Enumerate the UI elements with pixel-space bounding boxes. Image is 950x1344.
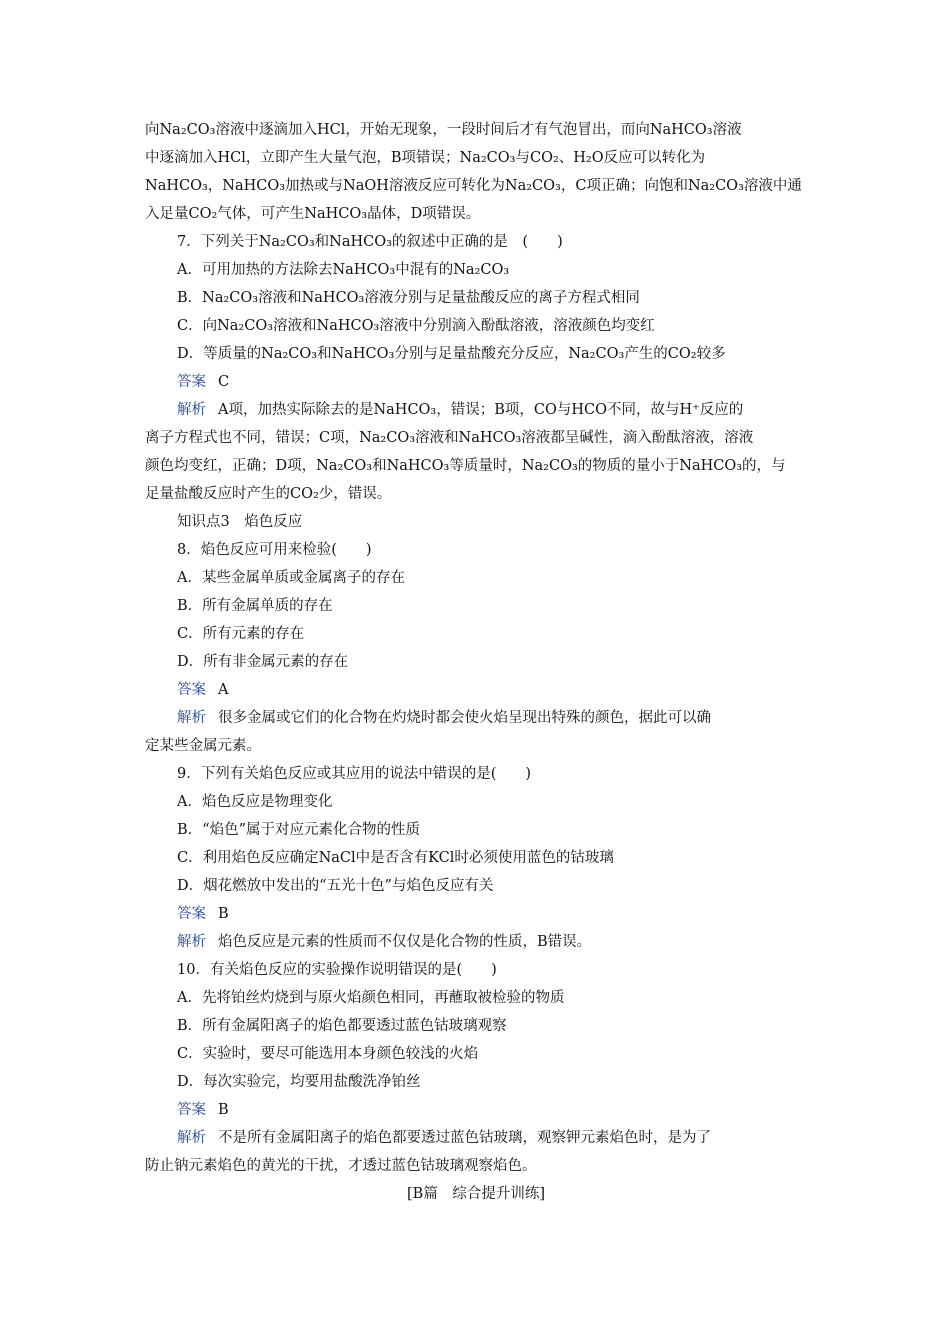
analysis-text: 焰色反应是元素的性质而不仅仅是化合物的性质，B错误。 [218, 934, 592, 950]
analysis-text: 不是所有金属阳离子的焰色都要透过蓝色钴玻璃，观察钾元素焰色时，是为了 [218, 1130, 711, 1146]
option-b: B．所有金属单质的存在 [177, 598, 333, 614]
analysis-line [177, 932, 807, 952]
option-c: C．所有元素的存在 [177, 626, 305, 642]
question-8-stem: 8．焰色反应可用来检验( ) [177, 542, 372, 558]
option-a: A．焰色反应是物理变化 [177, 794, 333, 810]
option-b: B．“焰色”属于对应元素化合物的性质 [177, 822, 420, 838]
analysis-label: 解析 [177, 402, 206, 418]
text-line: 定某些金属元素。 [145, 738, 261, 754]
analysis-label: 解析 [177, 1130, 206, 1146]
section-heading: 知识点3 焰色反应 [177, 514, 303, 530]
answer-line [177, 904, 807, 924]
option-a: A．先将铂丝灼烧到与原火焰颜色相同，再蘸取被检验的物质 [177, 990, 565, 1006]
analysis-label: 解析 [177, 710, 206, 726]
option-c: C．向Na₂CO₃溶液和NaHCO₃溶液中分别滴入酚酞溶液，溶液颜色均变红 [177, 318, 655, 334]
option-d: D．所有非金属元素的存在 [177, 654, 349, 670]
option-a: A．可用加热的方法除去NaHCO₃中混有的Na₂CO₃ [177, 262, 510, 278]
option-d: D．烟花燃放中发出的“五光十色”与焰色反应有关 [177, 878, 494, 894]
answer-value: B [218, 1102, 229, 1118]
text-line: 向Na₂CO₃溶液中逐滴加入HCl，开始无现象，一段时间后才有气泡冒出，而向NaHCO₃溶液 [145, 122, 742, 138]
option-d: D．等质量的Na₂CO₃和NaHCO₃分别与足量盐酸充分反应，Na₂CO₃产生的CO₂较多 [177, 346, 726, 362]
answer-label: 答案 [177, 374, 206, 390]
text-line: 足量盐酸反应时产生的CO₂少，错误。 [145, 486, 392, 502]
text-line: 中逐滴加入HCl，立即产生大量气泡，B项错误；Na₂CO₃与CO₂、H₂O反应可以转化为 [145, 150, 706, 166]
answer-value: A [218, 682, 229, 698]
answer-value: B [218, 906, 229, 922]
analysis-line [177, 1128, 807, 1148]
analysis-label: 解析 [177, 934, 206, 950]
option-c: C．实验时，要尽可能选用本身颜色较浅的火焰 [177, 1046, 479, 1062]
option-b: B．Na₂CO₃溶液和NaHCO₃溶液分别与足量盐酸反应的离子方程式相同 [177, 290, 640, 306]
option-d: D．每次实验完，均要用盐酸洗净铂丝 [177, 1074, 421, 1090]
question-10-stem: 10．有关焰色反应的实验操作说明错误的是( ) [177, 962, 497, 978]
option-a: A．某些金属单质或金属离子的存在 [177, 570, 405, 586]
answer-line [177, 372, 807, 392]
option-b: B．所有金属阳离子的焰色都要透过蓝色钴玻璃观察 [177, 1018, 507, 1034]
answer-label: 答案 [177, 682, 206, 698]
text-line: 入足量CO₂气体，可产生NaHCO₃晶体，D项错误。 [145, 206, 481, 222]
analysis-line [177, 400, 807, 420]
answer-line [177, 680, 807, 700]
text-line: 防止钠元素焰色的黄光的干扰，才透过蓝色钴玻璃观察焰色。 [145, 1158, 537, 1174]
analysis-text: 很多金属或它们的化合物在灼烧时都会使火焰呈现出特殊的颜色，据此可以确 [218, 710, 711, 726]
question-9-stem: 9．下列有关焰色反应或其应用的说法中错误的是( ) [177, 766, 532, 782]
analysis-text: A项，加热实际除去的是NaHCO₃，错误；B项，CO与HCO不同，故与H⁺反应的 [218, 402, 744, 418]
option-c: C．利用焰色反应确定NaCl中是否含有KCl时必须使用蓝色的钴玻璃 [177, 850, 614, 866]
text-line: 离子方程式也不同，错误；C项，Na₂CO₃溶液和NaHCO₃溶液都呈碱性，滴入酚酞溶液，溶液 [145, 430, 754, 446]
answer-value: C [218, 374, 230, 390]
answer-label: 答案 [177, 1102, 206, 1118]
answer-line [177, 1100, 807, 1120]
question-7-stem: 7．下列关于Na₂CO₃和NaHCO₃的叙述中正确的是 ( ) [177, 234, 563, 250]
answer-label: 答案 [177, 906, 206, 922]
text-line: NaHCO₃，NaHCO₃加热或与NaOH溶液反应可转化为Na₂CO₃，C项正确；向饱和Na₂CO₃溶液中通 [145, 178, 802, 194]
analysis-line [177, 708, 807, 728]
section-title: [B篇 综合提升训练] [407, 1186, 545, 1202]
text-line: 颜色均变红，正确；D项，Na₂CO₃和NaHCO₃等质量时，Na₂CO₃的物质的量小于NaHCO₃的，与 [145, 458, 786, 474]
